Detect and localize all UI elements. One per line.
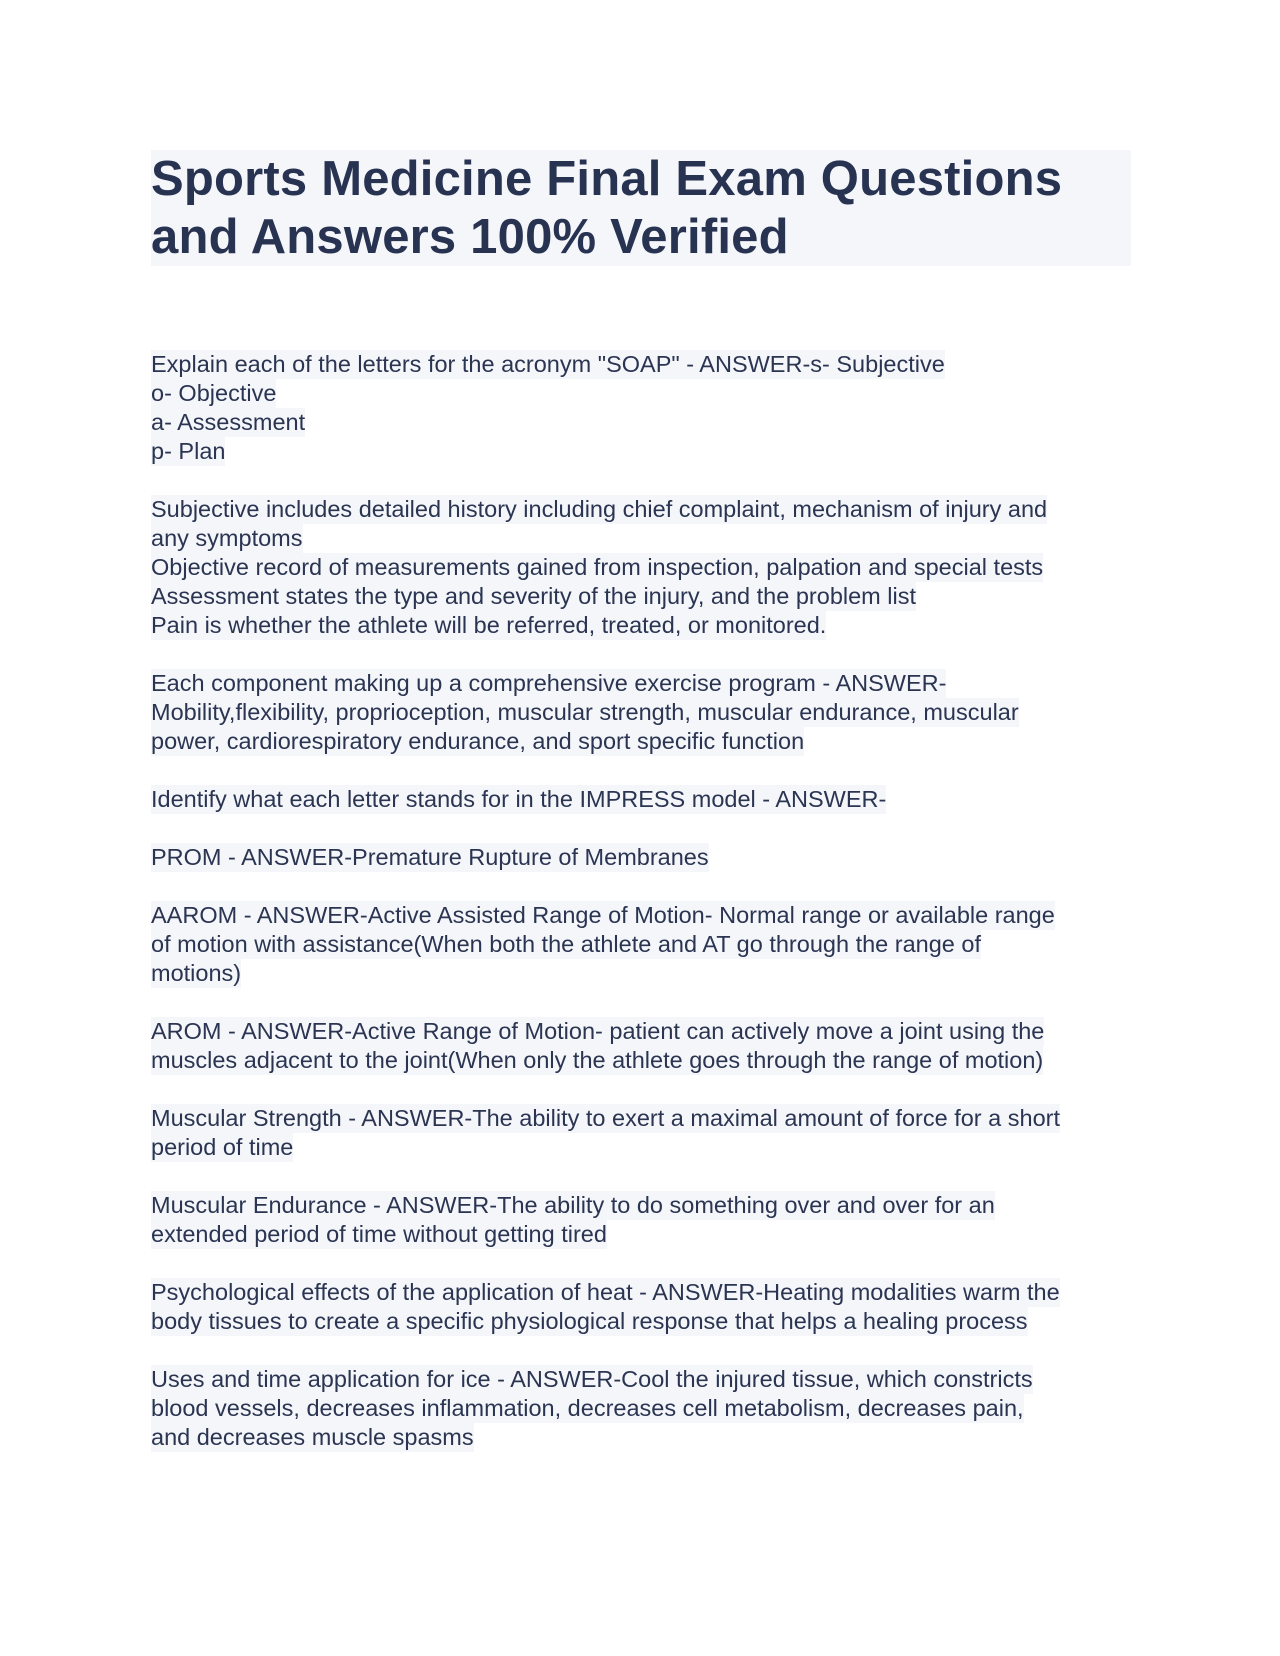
text-line: extended period of time without getting tired bbox=[151, 1221, 607, 1247]
text-line: Identify what each letter stands for in the IMPRESS model - ANSWER- bbox=[151, 786, 887, 812]
text-line: of motion with assistance(When both the athlete and AT go through the range of bbox=[151, 931, 981, 957]
qa-block-arom bbox=[151, 1017, 1131, 1075]
text-line: period of time bbox=[151, 1134, 294, 1160]
qa-block-impress bbox=[151, 785, 1131, 814]
text-line: PROM - ANSWER-Premature Rupture of Membranes bbox=[151, 844, 709, 870]
text-line: Uses and time application for ice - ANSWER-Cool the injured tissue, which constricts bbox=[151, 1366, 1033, 1392]
text-line: any symptoms bbox=[151, 525, 303, 551]
text-line: Mobility,flexibility, proprioception, muscular strength, muscular endurance, muscular bbox=[151, 699, 1019, 725]
document-page bbox=[151, 150, 1131, 1481]
document-title bbox=[151, 150, 1131, 266]
qa-block-exercise-program bbox=[151, 669, 1131, 756]
qa-block-ice-uses bbox=[151, 1365, 1131, 1452]
qa-block-muscular-strength bbox=[151, 1104, 1131, 1162]
text-line: Pain is whether the athlete will be referred, treated, or monitored. bbox=[151, 612, 827, 638]
text-line: and decreases muscle spasms bbox=[151, 1424, 474, 1450]
text-line: Muscular Strength - ANSWER-The ability to exert a maximal amount of force for a short bbox=[151, 1105, 1061, 1131]
qa-block-muscular-endurance bbox=[151, 1191, 1131, 1249]
document-content bbox=[151, 350, 1131, 1452]
qa-block-soap bbox=[151, 350, 1131, 466]
text-line: motions) bbox=[151, 960, 242, 986]
document-title-line: and Answers 100% Verified bbox=[151, 210, 789, 264]
qa-block-prom bbox=[151, 843, 1131, 872]
text-line: body tissues to create a specific physiological response that helps a healing process bbox=[151, 1308, 1028, 1334]
text-line: power, cardiorespiratory endurance, and sport specific function bbox=[151, 728, 805, 754]
text-line: a- Assessment bbox=[151, 409, 306, 435]
document-title-line: Sports Medicine Final Exam Questions bbox=[151, 152, 1063, 206]
text-line: blood vessels, decreases inflammation, decreases cell metabolism, decreases pain, bbox=[151, 1395, 1024, 1421]
text-line: AROM - ANSWER-Active Range of Motion- patient can actively move a joint using the bbox=[151, 1018, 1045, 1044]
text-line: Muscular Endurance - ANSWER-The ability to do something over and over for an bbox=[151, 1192, 995, 1218]
text-line: Each component making up a comprehensive exercise program - ANSWER- bbox=[151, 670, 947, 696]
text-line: o- Objective bbox=[151, 380, 277, 406]
text-line: Subjective includes detailed history including chief complaint, mechanism of injury and bbox=[151, 496, 1048, 522]
text-line: AAROM - ANSWER-Active Assisted Range of Motion- Normal range or available range bbox=[151, 902, 1055, 928]
text-line: Assessment states the type and severity of the injury, and the problem list bbox=[151, 583, 917, 609]
text-line: Explain each of the letters for the acronym "SOAP" - ANSWER-s- Subjective bbox=[151, 351, 945, 377]
qa-block-heat-effects bbox=[151, 1278, 1131, 1336]
text-line: muscles adjacent to the joint(When only the athlete goes through the range of motion) bbox=[151, 1047, 1044, 1073]
text-line: Objective record of measurements gained from inspection, palpation and special tests bbox=[151, 554, 1044, 580]
text-line: p- Plan bbox=[151, 438, 226, 464]
qa-block-soap-details bbox=[151, 495, 1131, 640]
text-line: Psychological effects of the application of heat - ANSWER-Heating modalities warm the bbox=[151, 1279, 1060, 1305]
qa-block-aarom bbox=[151, 901, 1131, 988]
